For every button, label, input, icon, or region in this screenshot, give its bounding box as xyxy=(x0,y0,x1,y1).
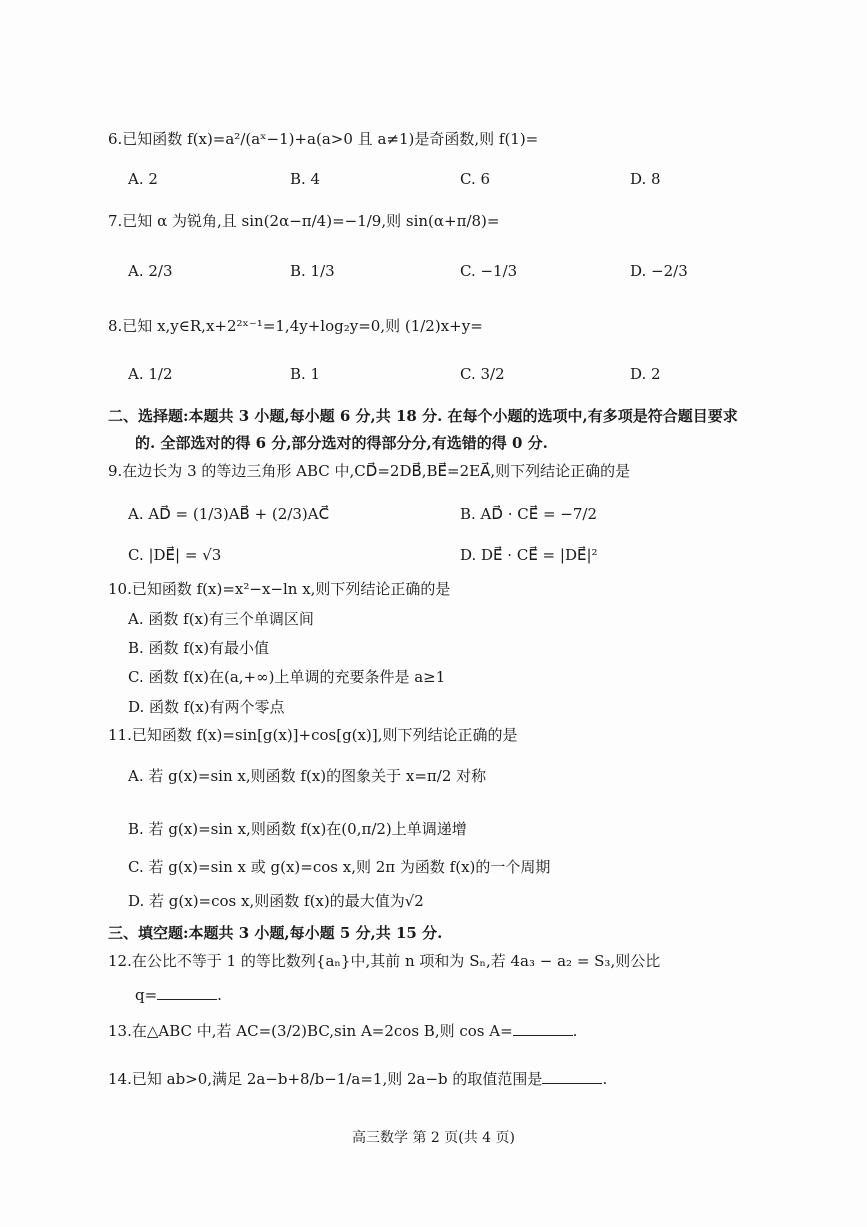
q10-option-a: A. 函数 f(x)有三个单调区间 xyxy=(128,610,314,628)
q8-option-d: D. 2 xyxy=(630,365,661,383)
q11-option-a: A. 若 g(x)=sin x,则函数 f(x)的图象关于 x=π/2 对称 xyxy=(128,767,487,785)
question-10-stem: 10.已知函数 f(x)=x²−x−ln x,则下列结论正确的是 xyxy=(108,580,451,598)
q7-option-a: A. 2/3 xyxy=(128,262,173,280)
q6-option-d: D. 8 xyxy=(630,170,661,188)
q9-option-c: C. |DE⃗| = √3 xyxy=(128,546,222,564)
q13-answer-blank[interactable] xyxy=(513,1023,573,1036)
q10-option-d: D. 函数 f(x)有两个零点 xyxy=(128,698,285,716)
q11-option-b: B. 若 g(x)=sin x,则函数 f(x)在(0,π/2)上单调递增 xyxy=(128,820,467,838)
section-3-heading: 三、填空题:本题共 3 小题,每小题 5 分,共 15 分. xyxy=(108,924,443,942)
question-12-stem: 12.在公比不等于 1 的等比数列{aₙ}中,其前 n 项和为 Sₙ,若 4a₃ − a₂ = S₃,则公比 xyxy=(108,952,661,970)
question-6-stem: 6.已知函数 f(x)=a²/(aˣ−1)+a(a>0 且 a≠1)是奇函数,则 f(1)= xyxy=(108,130,539,148)
question-12-answer-line: q= . xyxy=(135,986,222,1004)
page-footer: 高三数学 第 2 页(共 4 页) xyxy=(352,1130,515,1146)
q10-option-c: C. 函数 f(x)在(a,+∞)上单调的充要条件是 a≥1 xyxy=(128,668,446,686)
q9-option-a: A. AD⃗ = (1/3)AB⃗ + (2/3)AC⃗ xyxy=(128,505,330,523)
q10-option-b: B. 函数 f(x)有最小值 xyxy=(128,639,270,657)
q6-option-c: C. 6 xyxy=(460,170,491,188)
q7-option-b: B. 1/3 xyxy=(290,262,335,280)
question-13: 13.在△ABC 中,若 AC=(3/2)BC,sin A=2cos B,则 cos A= . xyxy=(108,1022,578,1040)
section-2-heading-cont: 的. 全部选对的得 6 分,部分选对的得部分分,有选错的得 0 分. xyxy=(135,434,548,452)
q12-answer-label: q= xyxy=(135,986,158,1004)
q9-option-b: B. AD⃗ · CE⃗ = −7/2 xyxy=(460,505,598,523)
question-11-stem: 11.已知函数 f(x)=sin[g(x)]+cos[g(x)],则下列结论正确的是 xyxy=(108,726,518,744)
question-8-stem: 8.已知 x,y∈R,x+2²ˣ⁻¹=1,4y+log₂y=0,则 (1/2)x+y= xyxy=(108,317,483,335)
q14-answer-blank[interactable] xyxy=(542,1071,602,1084)
q8-option-b: B. 1 xyxy=(290,365,321,383)
q8-option-c: C. 3/2 xyxy=(460,365,505,383)
q6-option-a: A. 2 xyxy=(128,170,158,188)
question-7-stem: 7.已知 α 为锐角,且 sin(2α−π/4)=−1/9,则 sin(α+π/8)= xyxy=(108,212,500,230)
q6-option-b: B. 4 xyxy=(290,170,321,188)
q11-option-d: D. 若 g(x)=cos x,则函数 f(x)的最大值为√2 xyxy=(128,892,424,910)
q14-stem: 14.已知 ab>0,满足 2a−b+8/b−1/a=1,则 2a−b 的取值范围是 xyxy=(108,1070,543,1088)
q11-option-c: C. 若 g(x)=sin x 或 g(x)=cos x,则 2π 为函数 f(x)的一个周期 xyxy=(128,858,551,876)
q12-answer-blank[interactable] xyxy=(157,987,217,1000)
q7-option-c: C. −1/3 xyxy=(460,262,518,280)
q9-option-d: D. DE⃗ · CE⃗ = |DE⃗|² xyxy=(460,546,598,564)
q8-option-a: A. 1/2 xyxy=(128,365,173,383)
question-9-stem: 9.在边长为 3 的等边三角形 ABC 中,CD⃗=2DB⃗,BE⃗=2EA⃗,则下列结论正确的是 xyxy=(108,462,631,480)
q13-stem: 13.在△ABC 中,若 AC=(3/2)BC,sin A=2cos B,则 cos A= xyxy=(108,1022,513,1040)
section-2-heading: 二、选择题:本题共 3 小题,每小题 6 分,共 18 分. 在每个小题的选项中,有多项是符合题目要求 xyxy=(108,407,738,425)
q7-option-d: D. −2/3 xyxy=(630,262,688,280)
question-14: 14.已知 ab>0,满足 2a−b+8/b−1/a=1,则 2a−b 的取值范围是 . xyxy=(108,1070,608,1088)
